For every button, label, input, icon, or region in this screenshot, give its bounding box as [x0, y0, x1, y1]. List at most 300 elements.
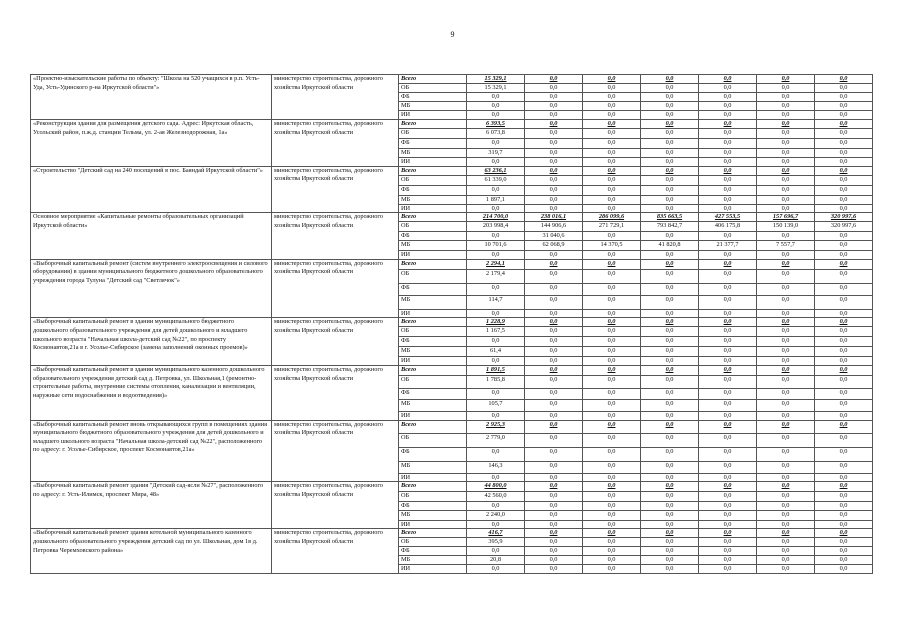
- funding-source-label: Всего: [399, 529, 467, 538]
- amount-cell: 0,0: [757, 129, 815, 139]
- amount-cell: 0,0: [757, 510, 815, 520]
- funding-source-label: ИИ: [399, 251, 467, 260]
- amount-cell: 0,0: [815, 447, 873, 461]
- funding-source-label: ОБ: [399, 175, 467, 185]
- amount-cell: 0,0: [757, 337, 815, 347]
- amount-cell: 0,0: [699, 529, 757, 538]
- amount-cell: 0,0: [815, 461, 873, 473]
- responsible-executor: министерство строительства, дорожного хозяйства Иркутской области: [272, 120, 399, 167]
- amount-cell: 0,0: [525, 538, 583, 547]
- amount-cell: 0,0: [757, 75, 815, 84]
- amount-cell: 0,0: [641, 269, 699, 283]
- amount-cell: 203 998,4: [467, 222, 525, 232]
- amount-cell: 0,0: [641, 204, 699, 213]
- amount-cell: 2 779,0: [467, 433, 525, 447]
- amount-cell: 0,0: [757, 556, 815, 565]
- amount-cell: 0,0: [699, 120, 757, 129]
- amount-cell: 0,0: [699, 375, 757, 388]
- amount-cell: 0,0: [699, 357, 757, 366]
- amount-cell: 0,0: [525, 175, 583, 185]
- responsible-executor: министерство строительства, дорожного хозяйства Иркутской области: [272, 365, 399, 420]
- amount-cell: 0,0: [583, 195, 641, 204]
- amount-cell: 42 560,0: [467, 492, 525, 502]
- funding-source-label: Всего: [399, 120, 467, 129]
- amount-cell: 0,0: [583, 473, 641, 482]
- amount-cell: 0,0: [699, 185, 757, 195]
- amount-cell: 0,0: [815, 538, 873, 547]
- amount-cell: 6 393,5: [467, 120, 525, 129]
- amount-cell: 0,0: [641, 139, 699, 149]
- responsible-executor: министерство строительства, дорожного хозяйства Иркутской области: [272, 529, 399, 574]
- amount-cell: 0,0: [699, 337, 757, 347]
- funding-source-label: ИИ: [399, 158, 467, 167]
- amount-cell: 0,0: [525, 327, 583, 337]
- amount-cell: 0,0: [699, 556, 757, 565]
- amount-cell: 0,0: [641, 482, 699, 492]
- amount-cell: 2 925,3: [467, 420, 525, 433]
- amount-cell: 0,0: [525, 139, 583, 149]
- amount-cell: 0,0: [467, 520, 525, 529]
- amount-cell: 0,0: [757, 84, 815, 93]
- amount-cell: 0,0: [641, 185, 699, 195]
- amount-cell: 0,0: [525, 129, 583, 139]
- amount-cell: 0,0: [699, 232, 757, 241]
- amount-cell: 0,0: [699, 510, 757, 520]
- amount-cell: 0,0: [583, 102, 641, 111]
- amount-cell: 0,0: [815, 269, 873, 283]
- amount-cell: 0,0: [641, 420, 699, 433]
- amount-cell: 427 553,5: [699, 213, 757, 222]
- responsible-executor: министерство строительства, дорожного хозяйства Иркутской области: [272, 420, 399, 482]
- amount-cell: 0,0: [815, 365, 873, 375]
- amount-cell: 0,0: [815, 204, 873, 213]
- funding-source-label: ОБ: [399, 538, 467, 547]
- funding-source-label: ФБ: [399, 388, 467, 399]
- amount-cell: 0,0: [583, 461, 641, 473]
- amount-cell: 10 701,6: [467, 241, 525, 251]
- amount-cell: 0,0: [583, 556, 641, 565]
- amount-cell: 0,0: [641, 447, 699, 461]
- amount-cell: 0,0: [757, 388, 815, 399]
- measure-description: «Строительство "Детский сад на 240 посещений в пос. Баяндай Иркутской области"»: [31, 166, 272, 213]
- amount-cell: 0,0: [699, 420, 757, 433]
- table-row: [31, 120, 873, 129]
- funding-source-label: Всего: [399, 166, 467, 175]
- amount-cell: 0,0: [467, 502, 525, 511]
- amount-cell: 0,0: [641, 232, 699, 241]
- amount-cell: 0,0: [583, 411, 641, 420]
- funding-source-label: МБ: [399, 461, 467, 473]
- amount-cell: 0,0: [525, 185, 583, 195]
- amount-cell: 0,0: [525, 337, 583, 347]
- amount-cell: 0,0: [815, 139, 873, 149]
- amount-cell: 0,0: [583, 175, 641, 185]
- amount-cell: 0,0: [583, 111, 641, 120]
- amount-cell: 14 370,5: [583, 241, 641, 251]
- funding-source-label: ФБ: [399, 93, 467, 102]
- amount-cell: 7 557,7: [757, 241, 815, 251]
- amount-cell: 0,0: [525, 347, 583, 357]
- amount-cell: 61,4: [467, 347, 525, 357]
- amount-cell: 0,0: [699, 309, 757, 318]
- amount-cell: 0,0: [467, 283, 525, 295]
- amount-cell: 0,0: [525, 102, 583, 111]
- amount-cell: 0,0: [583, 388, 641, 399]
- amount-cell: 0,0: [757, 185, 815, 195]
- amount-cell: 0,0: [815, 327, 873, 337]
- amount-cell: 0,0: [757, 149, 815, 158]
- amount-cell: 0,0: [641, 529, 699, 538]
- amount-cell: 0,0: [815, 309, 873, 318]
- amount-cell: 0,0: [641, 565, 699, 574]
- amount-cell: 0,0: [815, 399, 873, 411]
- amount-cell: 0,0: [525, 388, 583, 399]
- amount-cell: 0,0: [641, 84, 699, 93]
- amount-cell: 0,0: [583, 139, 641, 149]
- amount-cell: 0,0: [467, 565, 525, 574]
- amount-cell: 0,0: [757, 347, 815, 357]
- funding-source-label: ФБ: [399, 283, 467, 295]
- amount-cell: 0,0: [641, 283, 699, 295]
- funding-source-label: МБ: [399, 399, 467, 411]
- amount-cell: 0,0: [757, 269, 815, 283]
- measure-description: Основное мероприятие «Капитальные ремонты образовательных организаций Иркутской области»: [31, 213, 272, 260]
- amount-cell: 0,0: [641, 318, 699, 327]
- amount-cell: 0,0: [467, 158, 525, 167]
- amount-cell: 0,0: [757, 283, 815, 295]
- amount-cell: 0,0: [467, 111, 525, 120]
- amount-cell: 0,0: [699, 473, 757, 482]
- table-row: [31, 420, 873, 433]
- amount-cell: 0,0: [757, 204, 815, 213]
- amount-cell: 0,0: [815, 547, 873, 556]
- amount-cell: 0,0: [525, 283, 583, 295]
- amount-cell: 0,0: [699, 461, 757, 473]
- amount-cell: 0,0: [699, 538, 757, 547]
- amount-cell: 41 820,8: [641, 241, 699, 251]
- funding-source-label: ИИ: [399, 473, 467, 482]
- amount-cell: 0,0: [757, 411, 815, 420]
- amount-cell: 0,0: [525, 158, 583, 167]
- funding-source-label: ИИ: [399, 357, 467, 366]
- amount-cell: 0,0: [757, 232, 815, 241]
- amount-cell: 0,0: [757, 93, 815, 102]
- measure-description: «Проектно-изыскательские работы по объекту: "Школа на 520 учащихся в р.п. Усть-Уда, Усть-Удинского р-на Иркутской области"»: [31, 75, 272, 120]
- amount-cell: 0,0: [525, 510, 583, 520]
- amount-cell: 31 040,6: [525, 232, 583, 241]
- amount-cell: 0,0: [757, 251, 815, 260]
- funding-source-label: Всего: [399, 482, 467, 492]
- amount-cell: 0,0: [757, 259, 815, 269]
- amount-cell: 0,0: [815, 565, 873, 574]
- amount-cell: 0,0: [467, 411, 525, 420]
- amount-cell: 0,0: [467, 473, 525, 482]
- amount-cell: 0,0: [699, 195, 757, 204]
- amount-cell: 0,0: [757, 139, 815, 149]
- amount-cell: 1 897,1: [467, 195, 525, 204]
- amount-cell: 1 228,9: [467, 318, 525, 327]
- amount-cell: 0,0: [525, 269, 583, 283]
- amount-cell: 0,0: [757, 357, 815, 366]
- amount-cell: 0,0: [699, 75, 757, 84]
- funding-source-label: ИИ: [399, 411, 467, 420]
- amount-cell: 0,0: [641, 337, 699, 347]
- amount-cell: 286 099,6: [583, 213, 641, 222]
- amount-cell: 0,0: [815, 251, 873, 260]
- amount-cell: 0,0: [467, 357, 525, 366]
- amount-cell: 146,3: [467, 461, 525, 473]
- amount-cell: 61 339,0: [467, 175, 525, 185]
- amount-cell: 0,0: [699, 93, 757, 102]
- measure-description: «Выборочный капитальный ремонт в здании муниципального бюджетного дошкольного образовательного учреждения для детей дошкольного и младшего школьного возраста "Начальная школа-детский сад №22", по проспекту Космонавтов,21а в г. Усолье-Сибирское (замена заполнений оконных проемов)»: [31, 318, 272, 366]
- funding-source-label: ОБ: [399, 129, 467, 139]
- amount-cell: 114,7: [467, 295, 525, 309]
- amount-cell: 0,0: [525, 93, 583, 102]
- amount-cell: 0,0: [699, 166, 757, 175]
- amount-cell: 0,0: [815, 232, 873, 241]
- amount-cell: 0,0: [583, 309, 641, 318]
- amount-cell: 0,0: [583, 75, 641, 84]
- table-row: [31, 482, 873, 492]
- amount-cell: 0,0: [815, 473, 873, 482]
- amount-cell: 0,0: [641, 309, 699, 318]
- amount-cell: 0,0: [467, 309, 525, 318]
- amount-cell: 271 729,1: [583, 222, 641, 232]
- amount-cell: 0,0: [641, 492, 699, 502]
- amount-cell: 0,0: [757, 461, 815, 473]
- amount-cell: 0,0: [525, 447, 583, 461]
- amount-cell: 0,0: [525, 473, 583, 482]
- amount-cell: 0,0: [525, 520, 583, 529]
- funding-source-label: МБ: [399, 149, 467, 158]
- amount-cell: 0,0: [641, 111, 699, 120]
- amount-cell: 0,0: [525, 375, 583, 388]
- amount-cell: 0,0: [757, 318, 815, 327]
- amount-cell: 0,0: [699, 283, 757, 295]
- amount-cell: 20,8: [467, 556, 525, 565]
- amount-cell: 0,0: [467, 139, 525, 149]
- amount-cell: 2 294,1: [467, 259, 525, 269]
- amount-cell: 0,0: [641, 158, 699, 167]
- amount-cell: 835 663,5: [641, 213, 699, 222]
- amount-cell: 0,0: [525, 461, 583, 473]
- amount-cell: 15 329,1: [467, 84, 525, 93]
- amount-cell: 0,0: [699, 204, 757, 213]
- amount-cell: 395,9: [467, 538, 525, 547]
- amount-cell: 0,0: [815, 502, 873, 511]
- amount-cell: 0,0: [699, 388, 757, 399]
- amount-cell: 6 073,8: [467, 129, 525, 139]
- amount-cell: 0,0: [467, 185, 525, 195]
- amount-cell: 0,0: [699, 251, 757, 260]
- amount-cell: 0,0: [641, 347, 699, 357]
- amount-cell: 0,0: [699, 175, 757, 185]
- amount-cell: 0,0: [467, 251, 525, 260]
- amount-cell: 63 236,1: [467, 166, 525, 175]
- amount-cell: 0,0: [525, 482, 583, 492]
- amount-cell: 0,0: [583, 482, 641, 492]
- amount-cell: 406 175,8: [699, 222, 757, 232]
- financing-table: [30, 74, 873, 574]
- amount-cell: 0,0: [815, 84, 873, 93]
- amount-cell: 0,0: [699, 259, 757, 269]
- amount-cell: 0,0: [757, 529, 815, 538]
- amount-cell: 0,0: [699, 482, 757, 492]
- amount-cell: 0,0: [815, 175, 873, 185]
- amount-cell: 0,0: [815, 283, 873, 295]
- amount-cell: 0,0: [525, 195, 583, 204]
- amount-cell: 0,0: [757, 102, 815, 111]
- amount-cell: 0,0: [815, 337, 873, 347]
- amount-cell: 1 891,5: [467, 365, 525, 375]
- amount-cell: 0,0: [757, 166, 815, 175]
- page-number: 9: [450, 30, 455, 39]
- table-row: [31, 259, 873, 269]
- amount-cell: 0,0: [815, 510, 873, 520]
- table-row: [31, 213, 873, 222]
- responsible-executor: министерство строительства, дорожного хозяйства Иркутской области: [272, 318, 399, 366]
- responsible-executor: министерство строительства, дорожного хозяйства Иркутской области: [272, 213, 399, 260]
- amount-cell: 0,0: [583, 375, 641, 388]
- funding-source-label: МБ: [399, 241, 467, 251]
- amount-cell: 0,0: [757, 175, 815, 185]
- amount-cell: 0,0: [583, 251, 641, 260]
- amount-cell: 0,0: [815, 259, 873, 269]
- amount-cell: 0,0: [699, 269, 757, 283]
- funding-source-label: ФБ: [399, 337, 467, 347]
- amount-cell: 0,0: [641, 251, 699, 260]
- funding-source-label: ОБ: [399, 433, 467, 447]
- amount-cell: 0,0: [641, 461, 699, 473]
- amount-cell: 0,0: [525, 502, 583, 511]
- amount-cell: 320 997,6: [815, 213, 873, 222]
- measure-description: «Выборочный капитальный ремонт вновь открывающихся групп в помещениях здания муниципального бюджетного образовательного учреждения для детей дошкольного и младшего школьного возраста "Начальная школа-детский сад №22", расположенного по адресу: г. Усолье-Сибирское, проспект Космонавтов,21а»: [31, 420, 272, 482]
- amount-cell: 0,0: [699, 520, 757, 529]
- amount-cell: 0,0: [757, 473, 815, 482]
- amount-cell: 0,0: [525, 556, 583, 565]
- amount-cell: 0,0: [525, 204, 583, 213]
- amount-cell: 319,7: [467, 149, 525, 158]
- amount-cell: 0,0: [641, 102, 699, 111]
- amount-cell: 0,0: [641, 411, 699, 420]
- amount-cell: 0,0: [815, 111, 873, 120]
- funding-source-label: Всего: [399, 213, 467, 222]
- amount-cell: 0,0: [525, 309, 583, 318]
- amount-cell: 0,0: [815, 411, 873, 420]
- amount-cell: 0,0: [525, 492, 583, 502]
- amount-cell: 0,0: [641, 195, 699, 204]
- amount-cell: 0,0: [525, 399, 583, 411]
- amount-cell: 0,0: [641, 129, 699, 139]
- measure-description: «Реконструкция здания для размещения детского сада. Адрес: Иркутская область, Усольский район, п.ж.д. станции Тельма, ул. 2-ая Железнодорожная, 1а»: [31, 120, 272, 167]
- amount-cell: 0,0: [525, 547, 583, 556]
- amount-cell: 0,0: [757, 565, 815, 574]
- amount-cell: 0,0: [583, 447, 641, 461]
- amount-cell: 0,0: [583, 93, 641, 102]
- amount-cell: 793 842,7: [641, 222, 699, 232]
- amount-cell: 15 329,1: [467, 75, 525, 84]
- funding-source-label: ФБ: [399, 447, 467, 461]
- amount-cell: 0,0: [583, 492, 641, 502]
- amount-cell: 0,0: [699, 365, 757, 375]
- amount-cell: 0,0: [699, 111, 757, 120]
- amount-cell: 0,0: [583, 347, 641, 357]
- amount-cell: 0,0: [583, 120, 641, 129]
- amount-cell: 0,0: [641, 510, 699, 520]
- funding-source-label: Всего: [399, 318, 467, 327]
- funding-source-label: ОБ: [399, 222, 467, 232]
- amount-cell: 0,0: [757, 120, 815, 129]
- amount-cell: 0,0: [815, 120, 873, 129]
- amount-cell: 0,0: [583, 149, 641, 158]
- amount-cell: 0,0: [699, 295, 757, 309]
- amount-cell: 44 800,0: [467, 482, 525, 492]
- funding-source-label: МБ: [399, 347, 467, 357]
- amount-cell: 0,0: [699, 547, 757, 556]
- amount-cell: 0,0: [525, 84, 583, 93]
- amount-cell: 0,0: [641, 357, 699, 366]
- amount-cell: 0,0: [641, 93, 699, 102]
- amount-cell: 0,0: [467, 204, 525, 213]
- amount-cell: 416,7: [467, 529, 525, 538]
- amount-cell: 0,0: [525, 420, 583, 433]
- funding-source-label: ФБ: [399, 547, 467, 556]
- amount-cell: 0,0: [641, 556, 699, 565]
- amount-cell: 0,0: [641, 149, 699, 158]
- amount-cell: 0,0: [525, 295, 583, 309]
- amount-cell: 0,0: [583, 327, 641, 337]
- amount-cell: 0,0: [583, 269, 641, 283]
- amount-cell: 238 016,1: [525, 213, 583, 222]
- amount-cell: 0,0: [583, 295, 641, 309]
- amount-cell: 0,0: [525, 259, 583, 269]
- amount-cell: 0,0: [583, 84, 641, 93]
- amount-cell: 0,0: [699, 129, 757, 139]
- amount-cell: 0,0: [757, 520, 815, 529]
- amount-cell: 0,0: [467, 337, 525, 347]
- table-row: [31, 529, 873, 538]
- amount-cell: 0,0: [641, 327, 699, 337]
- amount-cell: 0,0: [467, 93, 525, 102]
- amount-cell: 0,0: [757, 547, 815, 556]
- amount-cell: 0,0: [757, 158, 815, 167]
- amount-cell: 0,0: [699, 139, 757, 149]
- amount-cell: 157 696,7: [757, 213, 815, 222]
- amount-cell: 0,0: [641, 175, 699, 185]
- amount-cell: 0,0: [583, 420, 641, 433]
- amount-cell: 0,0: [641, 75, 699, 84]
- amount-cell: 0,0: [467, 388, 525, 399]
- amount-cell: 0,0: [583, 565, 641, 574]
- amount-cell: 0,0: [583, 232, 641, 241]
- amount-cell: 0,0: [583, 510, 641, 520]
- funding-source-label: Всего: [399, 259, 467, 269]
- amount-cell: 0,0: [641, 375, 699, 388]
- amount-cell: 0,0: [699, 102, 757, 111]
- amount-cell: 0,0: [757, 538, 815, 547]
- amount-cell: 0,0: [525, 111, 583, 120]
- amount-cell: 0,0: [815, 388, 873, 399]
- amount-cell: 2 240,0: [467, 510, 525, 520]
- amount-cell: 0,0: [815, 185, 873, 195]
- amount-cell: 0,0: [583, 365, 641, 375]
- amount-cell: 0,0: [641, 388, 699, 399]
- amount-cell: 0,0: [699, 158, 757, 167]
- amount-cell: 0,0: [757, 502, 815, 511]
- funding-source-label: ОБ: [399, 269, 467, 283]
- funding-source-label: ФБ: [399, 185, 467, 195]
- amount-cell: 0,0: [525, 357, 583, 366]
